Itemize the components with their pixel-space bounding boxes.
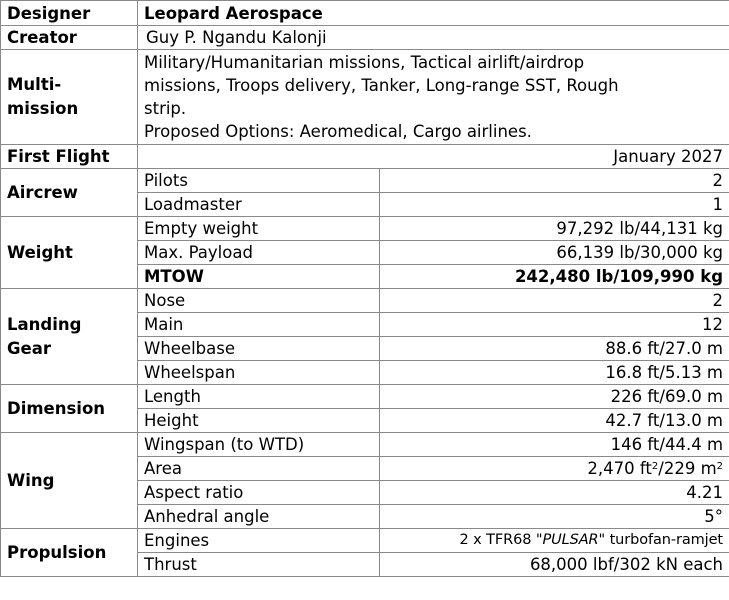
aircrew-pilots-row	[1, 169, 729, 193]
first-flight-label: First Flight	[1, 145, 138, 169]
wheelbase-value: 88.6 ft/27.0 m	[380, 337, 729, 361]
creator-label: Creator	[1, 26, 138, 50]
loadmaster-label: Loadmaster	[138, 193, 380, 217]
aspect-ratio-value: 4.21	[380, 481, 729, 505]
designer-row	[1, 1, 729, 26]
main-value: 12	[380, 313, 729, 337]
anhedral-angle-value: 5°	[380, 505, 729, 529]
dimension-label: Dimension	[1, 385, 138, 433]
wheelspan-value: 16.8 ft/5.13 m	[380, 361, 729, 385]
dimension-length-row	[1, 385, 729, 409]
engines-value: 2 x TFR68 "PULSAR" turbofan-ramjet	[380, 529, 729, 553]
propulsion-engines-row	[1, 529, 729, 553]
aspect-ratio-label: Aspect ratio	[138, 481, 380, 505]
thrust-label: Thrust	[138, 553, 380, 577]
pilots-value: 2	[380, 169, 729, 193]
wingspan-value: 146 ft/44.4 m	[380, 433, 729, 457]
wheelbase-label: Wheelbase	[138, 337, 380, 361]
pilots-label: Pilots	[138, 169, 380, 193]
height-value: 42.7 ft/13.0 m	[380, 409, 729, 433]
wing-label: Wing	[1, 433, 138, 529]
empty-weight-value: 97,292 lb/44,131 kg	[380, 217, 729, 241]
multimission-row	[1, 50, 729, 145]
wheelspan-label: Wheelspan	[138, 361, 380, 385]
first-flight-row	[1, 145, 729, 169]
nose-label: Nose	[138, 289, 380, 313]
first-flight-value: January 2027	[138, 145, 729, 169]
gear-nose-row	[1, 289, 729, 313]
engines-label: Engines	[138, 529, 380, 553]
mtow-value: 242,480 lb/109,990 kg	[380, 265, 729, 289]
main-label: Main	[138, 313, 380, 337]
mtow-label: MTOW	[138, 265, 380, 289]
empty-weight-label: Empty weight	[138, 217, 380, 241]
multimission-value: Military/Humanitarian missions, Tactical airlift/airdrop missions, Troops delivery, Tanker, Long-range SST, Rough strip. Proposed Options: Aeromedical, Cargo airlines.	[138, 50, 729, 145]
wingspan-label: Wingspan (to WTD)	[138, 433, 380, 457]
wing-wingspan-row	[1, 433, 729, 457]
area-label: Area	[138, 457, 380, 481]
landing-gear-label: Landing Gear	[1, 289, 138, 385]
multimission-label: Multi- mission	[1, 50, 138, 145]
creator-value: Guy P. Ngandu Kalonji	[138, 26, 729, 50]
max-payload-label: Max. Payload	[138, 241, 380, 265]
propulsion-label: Propulsion	[1, 529, 138, 577]
length-value: 226 ft/69.0 m	[380, 385, 729, 409]
height-label: Height	[138, 409, 380, 433]
nose-value: 2	[380, 289, 729, 313]
designer-value: Leopard Aerospace	[138, 1, 729, 26]
anhedral-angle-label: Anhedral angle	[138, 505, 380, 529]
creator-row	[1, 26, 729, 50]
weight-label: Weight	[1, 217, 138, 289]
designer-label: Designer	[1, 1, 138, 26]
loadmaster-value: 1	[380, 193, 729, 217]
aircrew-label: Aircrew	[1, 169, 138, 217]
length-label: Length	[138, 385, 380, 409]
area-value: 2,470 $ft^2/229$ $m^2$	[380, 457, 729, 481]
weight-empty-row	[1, 217, 729, 241]
max-payload-value: 66,139 lb/30,000 kg	[380, 241, 729, 265]
thrust-value: 68,000 lbf/302 kN each	[380, 553, 729, 577]
